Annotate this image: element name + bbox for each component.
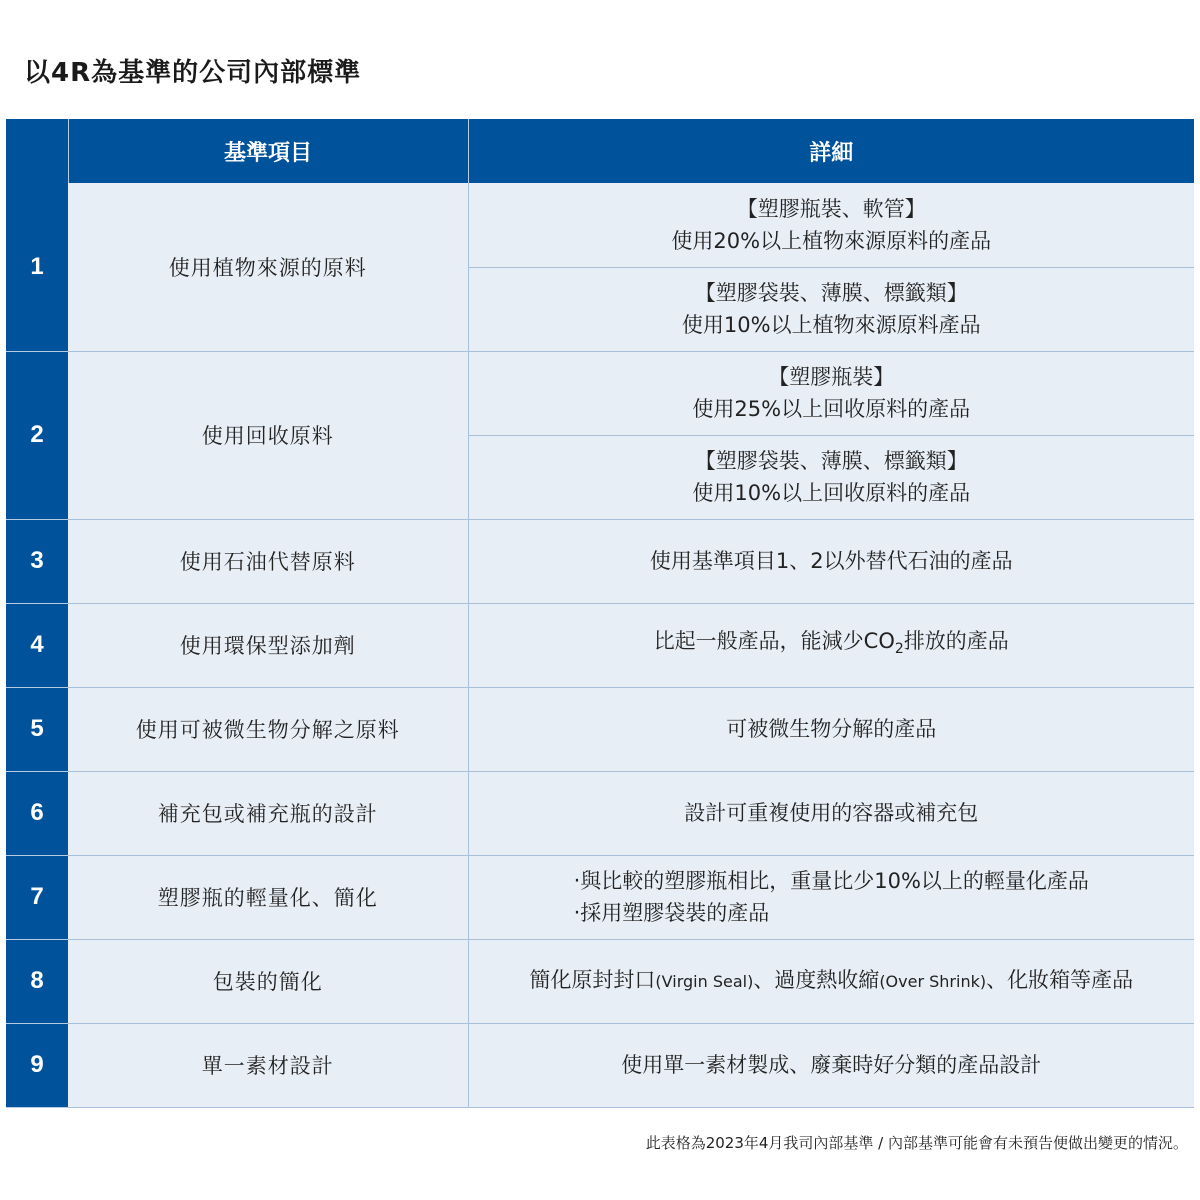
detail-text: 、過度熱收縮: [753, 968, 880, 992]
detail-cell: [468, 939, 1194, 1023]
detail-cell: 使用單一素材製成、廢棄時好分類的產品設計: [468, 1023, 1194, 1107]
row-number: 5: [6, 687, 68, 771]
detail-text: 簡化原封封口: [529, 968, 656, 992]
detail-text: 使用20%以上植物來源原料的產品: [671, 228, 992, 253]
detail-text: 排放的產品: [903, 628, 1009, 653]
detail-text: 、化妝箱等產品: [986, 968, 1134, 992]
criteria-item: 補充包或補充瓶的設計: [68, 771, 468, 855]
detail-cell: 可被微生物分解的產品: [468, 687, 1194, 771]
detail-cell: 設計可重複使用的容器或補充包: [468, 771, 1194, 855]
detail-cell: [468, 183, 1194, 267]
table-row: [6, 687, 1194, 771]
detail-category: 【塑膠瓶裝】: [768, 365, 895, 389]
detail-text: 使用10%以上回收原料的產品: [692, 481, 971, 505]
detail-cell: [468, 855, 1194, 939]
table-row: [6, 603, 1194, 687]
header-detail: 詳細: [468, 119, 1194, 183]
criteria-item: 塑膠瓶的輕量化、簡化: [68, 855, 468, 939]
detail-category: 【塑膠瓶裝、軟管】: [736, 196, 926, 221]
criteria-item: 使用環保型添加劑: [68, 603, 468, 687]
detail-text: 使用25%以上回收原料的產品: [692, 397, 971, 421]
row-number: 4: [6, 603, 68, 687]
bullet-item: ‧採用塑膠袋裝的產品: [573, 901, 770, 925]
detail-text: 使用10%以上植物來源原料產品: [681, 313, 981, 337]
detail-english-term: (Virgin Seal): [655, 972, 754, 991]
footnote: 此表格為2023年4月我司內部基準 / 內部基準可能會有未預告便做出變更的情況。: [645, 1134, 1188, 1152]
bullet-item: ‧與比較的塑膠瓶相比，重量比少10%以上的輕量化產品: [573, 869, 1089, 893]
row-number: 1: [6, 183, 68, 351]
header-criteria-item: 基準項目: [68, 119, 468, 183]
detail-cell: [468, 603, 1194, 687]
table-row: [6, 1023, 1194, 1107]
page-title: 以4R為基準的公司內部標準: [24, 58, 362, 88]
criteria-table: [6, 119, 1194, 1108]
detail-text: 比起一般產品，能減少CO: [653, 628, 895, 653]
detail-cell: [468, 267, 1194, 351]
table-row: [6, 351, 1194, 435]
criteria-item: 單一素材設計: [68, 1023, 468, 1107]
co2-subscript: 2: [894, 641, 904, 658]
criteria-item: 使用植物來源的原料: [68, 183, 468, 351]
criteria-item: 使用石油代替原料: [68, 519, 468, 603]
detail-cell: 使用基準項目1、2以外替代石油的產品: [468, 519, 1194, 603]
header-number: [6, 119, 68, 183]
table-row: [6, 939, 1194, 1023]
criteria-item: 使用回收原料: [68, 351, 468, 519]
row-number: 8: [6, 939, 68, 1023]
criteria-item: 包裝的簡化: [68, 939, 468, 1023]
table-row: [6, 519, 1194, 603]
detail-cell: [468, 351, 1194, 435]
table-row: [6, 771, 1194, 855]
row-number: 6: [6, 771, 68, 855]
table-row: [6, 183, 1194, 267]
table-row: [6, 855, 1194, 939]
row-number: 3: [6, 519, 68, 603]
row-number: 2: [6, 351, 68, 519]
detail-cell: [468, 435, 1194, 519]
detail-category: 【塑膠袋裝、薄膜、標籤類】: [694, 281, 968, 305]
bullet-list: [574, 865, 1089, 929]
table-header-row: [6, 119, 1194, 183]
criteria-item: 使用可被微生物分解之原料: [68, 687, 468, 771]
row-number: 7: [6, 855, 68, 939]
row-number: 9: [6, 1023, 68, 1107]
detail-english-term: (Over Shrink): [879, 972, 987, 991]
detail-category: 【塑膠袋裝、薄膜、標籤類】: [694, 449, 968, 473]
